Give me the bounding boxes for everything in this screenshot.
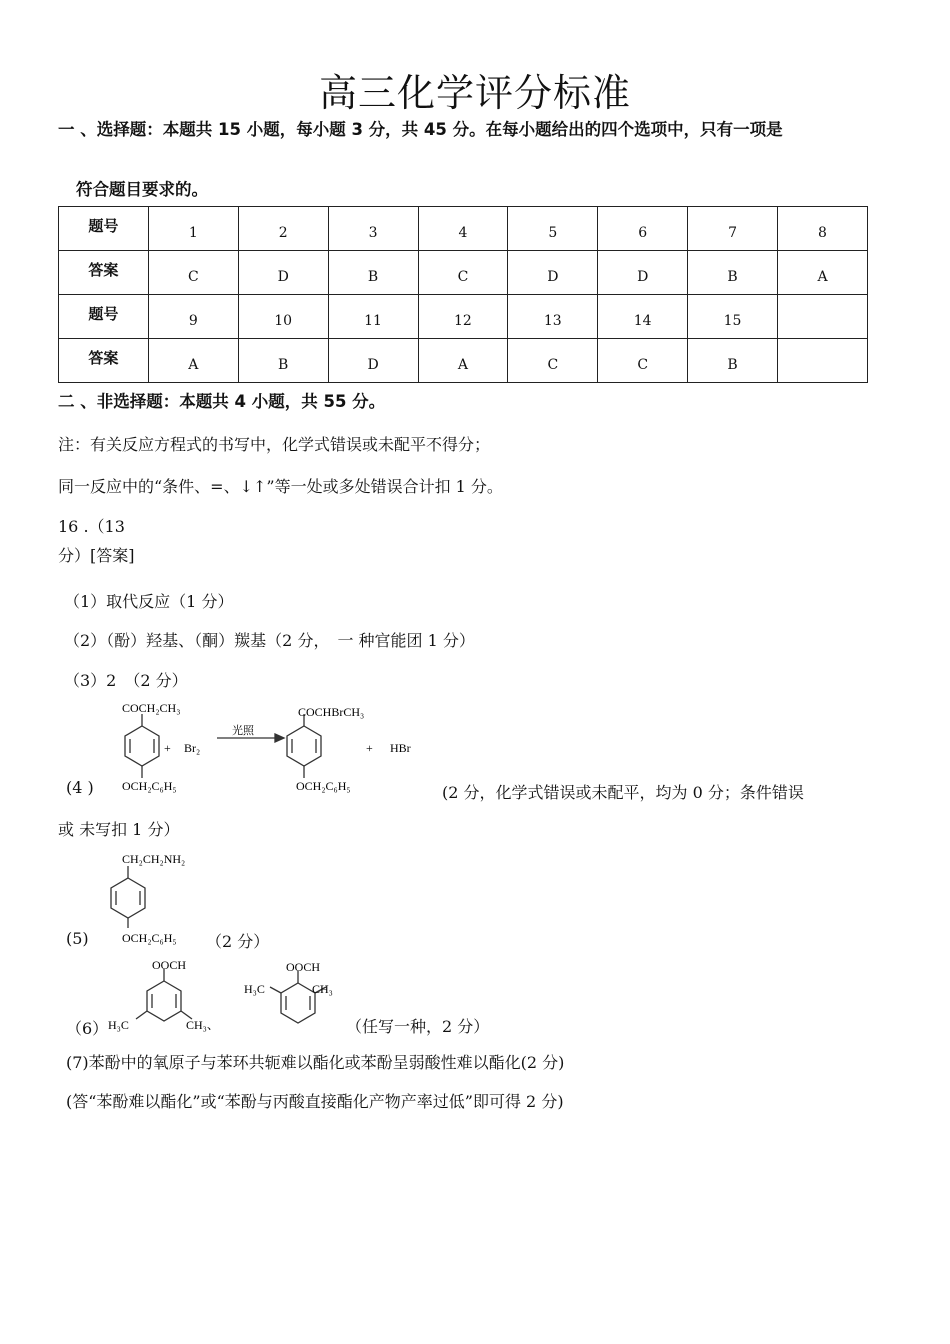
answer-cell: D bbox=[508, 251, 598, 295]
question-number-cell: 15 bbox=[688, 295, 778, 339]
note-line-1: 注：有关反应方程式的书写中，化学式错误或未配平不得分； bbox=[58, 435, 491, 454]
question-number-cell: 13 bbox=[508, 295, 598, 339]
answer-table bbox=[58, 206, 868, 383]
answer-cell: C bbox=[418, 251, 508, 295]
answer-cell: D bbox=[328, 339, 418, 383]
reaction-4-hbr: HBr bbox=[390, 741, 411, 755]
question-number-cell: 9 bbox=[148, 295, 238, 339]
question-number-cell: 10 bbox=[238, 295, 328, 339]
table-row bbox=[59, 207, 868, 251]
answer-2: （2）（酚）羟基、（酮）羰基（2 分， 一 种官能团 1 分） bbox=[64, 631, 475, 650]
page-title: 高三化学评分标准 bbox=[318, 71, 631, 115]
answer-cell: B bbox=[238, 339, 328, 383]
answer-cell: C bbox=[598, 339, 688, 383]
reaction-4-diagram bbox=[60, 698, 440, 802]
question-16-label: 16 .（13 bbox=[58, 517, 125, 536]
structure-6b-right: CH₃ bbox=[312, 982, 333, 996]
answer-3: （3）2 （2 分） bbox=[64, 671, 188, 690]
answer-cell: B bbox=[688, 339, 778, 383]
reaction-4-bromine: Br₂ bbox=[184, 741, 201, 755]
question-number-cell: 2 bbox=[238, 207, 328, 251]
question-number-cell: 4 bbox=[418, 207, 508, 251]
question-16-label-continued: 分）[答案] bbox=[58, 546, 135, 565]
section1-heading: 一 、选择题：本题共 15 小题，每小题 3 分，共 45 分。在每小题给出的四个选项中，只有一项是 bbox=[58, 120, 783, 139]
question-number-cell: 5 bbox=[508, 207, 598, 251]
answer-5-score: （2 分） bbox=[206, 932, 270, 951]
answer-4-label: (4 ) bbox=[66, 778, 94, 797]
answer-cell: B bbox=[328, 251, 418, 295]
answer-6-label: （6） bbox=[66, 1019, 109, 1038]
answer-4-note-continued: 或 未写扣 1 分） bbox=[58, 820, 180, 839]
question-number-cell: 1 bbox=[148, 207, 238, 251]
reaction-4-reactant-bottom: OCH₂C₆H₅ bbox=[122, 779, 177, 793]
reaction-4-plus-2: + bbox=[366, 741, 373, 755]
table-row bbox=[59, 295, 868, 339]
answer-6-note: （任写一种，2 分） bbox=[346, 1017, 490, 1036]
answer-7-note: (答“苯酚难以酯化”或“苯酚与丙酸直接酯化产物产率过低”即可得 2 分) bbox=[66, 1092, 564, 1111]
question-number-cell: 6 bbox=[598, 207, 688, 251]
row-label-number: 题号 bbox=[59, 207, 149, 251]
structure-5-top: CH₂CH₂NH₂ bbox=[122, 852, 186, 866]
question-number-cell: 7 bbox=[688, 207, 778, 251]
question-number-cell: 11 bbox=[328, 295, 418, 339]
question-number-cell: 12 bbox=[418, 295, 508, 339]
reaction-4-condition: 光照 bbox=[232, 725, 254, 737]
question-number-cell: 8 bbox=[778, 207, 868, 251]
section1-heading-continued: 符合题目要求的。 bbox=[76, 180, 208, 199]
answer-4-note: (2 分，化学式错误或未配平，均为 0 分；条件错误 bbox=[442, 783, 804, 802]
structure-6b-left: H₃C bbox=[244, 982, 265, 996]
question-number-cell: 3 bbox=[328, 207, 418, 251]
answer-cell: A bbox=[778, 251, 868, 295]
answer-5-label: (5) bbox=[66, 929, 89, 948]
answer-7: (7)苯酚中的氧原子与苯环共轭难以酯化或苯酚呈弱酸性难以酯化(2 分) bbox=[66, 1053, 565, 1072]
section2-heading: 二 、非选择题：本题共 4 小题，共 55 分。 bbox=[58, 392, 386, 411]
answer-cell: D bbox=[598, 251, 688, 295]
structure-6b-top: OOCH bbox=[286, 960, 321, 974]
answer-cell: D bbox=[238, 251, 328, 295]
structure-6a-top: OOCH bbox=[152, 958, 187, 972]
reaction-4-plus-1: + bbox=[164, 741, 171, 755]
answer-1: （1）取代反应（1 分） bbox=[64, 592, 234, 611]
answer-cell: A bbox=[418, 339, 508, 383]
row-label-answer: 答案 bbox=[59, 339, 149, 383]
structure-6-diagram bbox=[100, 955, 340, 1037]
table-row bbox=[59, 339, 868, 383]
note-line-2: 同一反应中的“条件、=、↓↑”等一处或多处错误合计扣 1 分。 bbox=[58, 477, 503, 496]
answer-cell bbox=[778, 339, 868, 383]
question-number-cell: 14 bbox=[598, 295, 688, 339]
table-row bbox=[59, 251, 868, 295]
row-label-number: 题号 bbox=[59, 295, 149, 339]
answer-cell: A bbox=[148, 339, 238, 383]
structure-5-bottom: OCH₂C₆H₅ bbox=[122, 931, 177, 945]
structure-6a-right: CH₃、 bbox=[186, 1018, 219, 1032]
structure-6a-left: H₃C bbox=[108, 1018, 129, 1032]
row-label-answer: 答案 bbox=[59, 251, 149, 295]
question-number-cell bbox=[778, 295, 868, 339]
reaction-4-reactant-top: COCH₂CH₃ bbox=[122, 701, 181, 715]
answer-cell: C bbox=[508, 339, 598, 383]
answer-cell: C bbox=[148, 251, 238, 295]
reaction-4-product-top: COCHBrCH₃ bbox=[298, 705, 365, 719]
answer-cell: B bbox=[688, 251, 778, 295]
reaction-4-product-bottom: OCH₂C₆H₅ bbox=[296, 779, 351, 793]
